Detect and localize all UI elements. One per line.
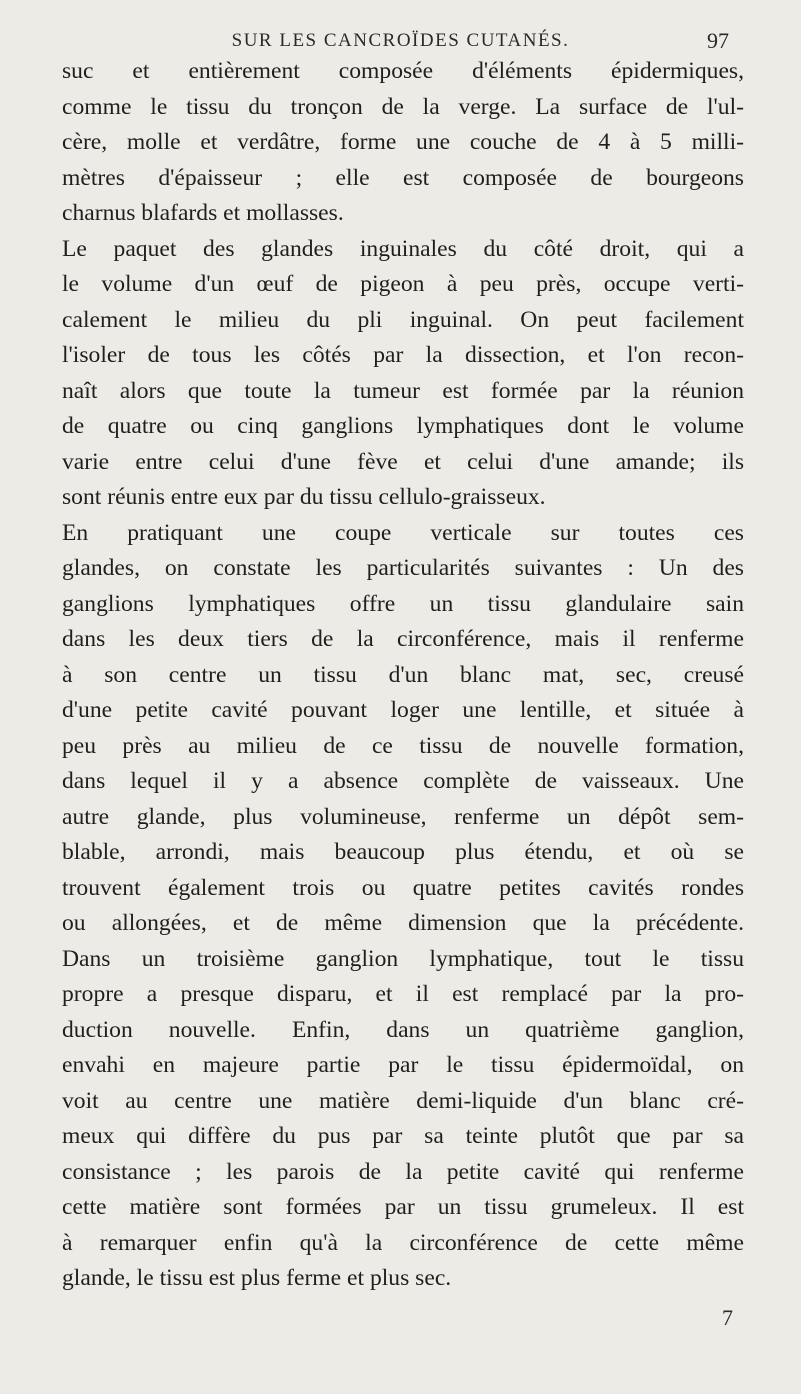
text-line: trouvent également trois ou quatre petites cavités rondes <box>62 874 744 901</box>
text-line: cère, molle et verdâtre, forme une couche de 4 à 5 milli- <box>62 129 744 155</box>
text-line: d'une petite cavité pouvant loger une lentille, et située à <box>62 697 744 723</box>
text-line: l'isoler de tous les côtés par la dissection, et l'on recon- <box>62 342 744 368</box>
text-line: ou allongées, et de même dimension que la précédente. <box>62 910 744 936</box>
text-line: dans les deux tiers de la circonférence, mais il renferme <box>62 626 744 652</box>
text-line: blable, arrondi, mais beaucoup plus étendu, et où se <box>62 839 744 865</box>
text-line: sont réunis entre eux par du tissu cellulo-graisseux. <box>62 484 546 510</box>
text-line: Le paquet des glandes inguinales du côté droit, qui a <box>62 235 744 262</box>
text-line: cette matière sont formées par un tissu grumeleux. Il est <box>62 1194 744 1220</box>
text-line: à remarquer enfin qu'à la circonférence de cette même <box>62 1229 744 1256</box>
text-line: voit au centre une matière demi-liquide d'un blanc cré- <box>62 1087 744 1114</box>
text-line: le volume d'un œuf de pigeon à peu près, occupe verti- <box>62 271 744 297</box>
signature-mark: 7 <box>722 1305 733 1330</box>
page-number: 97 <box>707 28 729 53</box>
text-line: naît alors que toute la tumeur est formée par la réunion <box>62 377 744 404</box>
text-line: glande, le tissu est plus ferme et plus sec. <box>62 1265 452 1291</box>
text-line: calement le milieu du pli inguinal. On peut facilement <box>62 306 744 333</box>
text-line: En pratiquant une coupe verticale sur toutes ces <box>62 519 744 546</box>
text-line: à son centre un tissu d'un blanc mat, sec, creusé <box>62 661 744 688</box>
text-line: charnus blafards et mollasses. <box>62 200 344 226</box>
text-line: ganglions lymphatiques offre un tissu glandulaire sain <box>62 590 744 617</box>
text-line: propre a presque disparu, et il est remplacé par la pro- <box>62 981 744 1007</box>
text-line: consistance ; les parois de la petite cavité qui renferme <box>62 1158 744 1185</box>
text-line: de quatre ou cinq ganglions lymphatiques dont le volume <box>62 413 744 439</box>
text-line: mètres d'épaisseur ; elle est composée de bourgeons <box>62 164 744 191</box>
text-line: Dans un troisième ganglion lymphatique, tout le tissu <box>62 945 744 972</box>
text-line: envahi en majeure partie par le tissu épidermoïdal, on <box>62 1052 744 1078</box>
text-line: autre glande, plus volumineuse, renferme un dépôt sem- <box>62 803 744 830</box>
text-line: duction nouvelle. Enfin, dans un quatrième ganglion, <box>62 1016 744 1043</box>
text-line: varie entre celui d'une fève et celui d'une amande; ils <box>62 448 744 475</box>
text-line: dans lequel il y a absence complète de vaisseaux. Une <box>62 768 744 794</box>
text-line: suc et entièrement composée d'éléments épidermiques, <box>62 58 744 84</box>
text-line: meux qui diffère du pus par sa teinte plutôt que par sa <box>62 1123 744 1149</box>
text-line: comme le tissu du tronçon de la verge. La surface de l'ul- <box>62 93 744 120</box>
text-line: glandes, on constate les particularités suivantes : Un des <box>62 555 744 581</box>
running-title: SUR LES CANCROÏDES CUTANÉS. <box>231 30 570 51</box>
text-line: peu près au milieu de ce tissu de nouvelle formation, <box>62 732 744 759</box>
body-text <box>62 54 744 1297</box>
